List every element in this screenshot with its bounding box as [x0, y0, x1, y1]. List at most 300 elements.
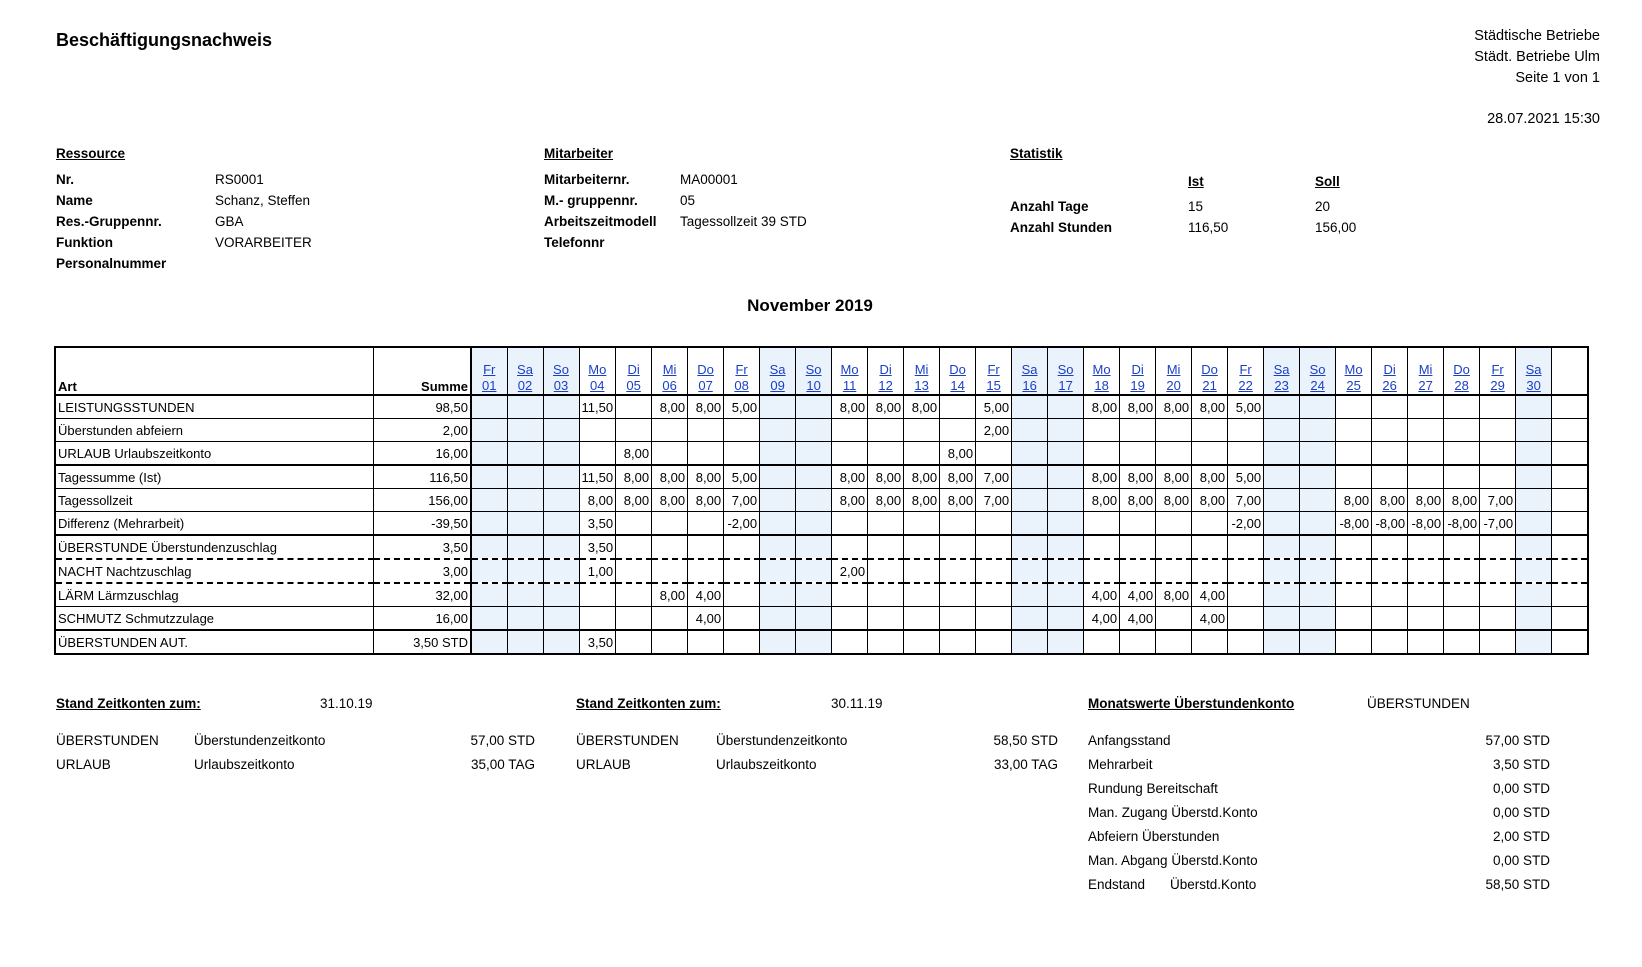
day-cell: [652, 419, 688, 442]
day-cell: [976, 607, 1012, 631]
trailing-cell: [1552, 419, 1588, 442]
table-row: [55, 442, 1588, 466]
mitarbeiter-heading: Mitarbeiter: [544, 146, 614, 161]
day-name: Di: [627, 362, 640, 377]
day-cell: 4,00: [688, 583, 724, 607]
day-cell: 8,00: [1084, 489, 1120, 512]
day-column-link[interactable]: [868, 347, 904, 395]
day-cell: [471, 512, 507, 536]
day-name: Mo: [1092, 362, 1111, 377]
day-cell: [1336, 535, 1372, 559]
day-number: 20: [1166, 378, 1181, 393]
anzahl-stunden-label: Anzahl Stunden: [1010, 220, 1112, 235]
day-column-link[interactable]: [1192, 347, 1228, 395]
day-cell: [1084, 559, 1120, 583]
day-cell: [940, 512, 976, 536]
day-name: Fr: [1491, 362, 1504, 377]
day-name: Do: [1201, 362, 1218, 377]
day-cell: 4,00: [1192, 607, 1228, 631]
day-cell: [1264, 607, 1300, 631]
day-cell: [904, 630, 940, 654]
day-cell: 4,00: [1084, 583, 1120, 607]
day-cell: [1228, 419, 1264, 442]
day-cell: [868, 630, 904, 654]
day-cell: [1480, 607, 1516, 631]
day-cell: 8,00: [652, 583, 688, 607]
day-cell: [1156, 442, 1192, 466]
day-cell: [976, 535, 1012, 559]
day-column-link[interactable]: [579, 347, 616, 395]
monatswert-value: 0,00 STD: [1492, 781, 1550, 796]
day-cell: 3,50: [579, 535, 616, 559]
day-cell: [1048, 583, 1084, 607]
anzahl-tage-label: Anzahl Tage: [1010, 199, 1089, 214]
day-name: Sa: [1525, 362, 1542, 377]
day-cell: [1048, 419, 1084, 442]
day-cell: [904, 607, 940, 631]
day-cell: [1372, 465, 1408, 489]
table-row: [55, 512, 1588, 536]
day-cell: [760, 395, 796, 419]
day-column-link[interactable]: [1120, 347, 1156, 395]
day-number: 29: [1490, 378, 1505, 393]
monatswert-value: 0,00 STD: [1492, 805, 1550, 820]
konto-value: 58,50 STD: [993, 733, 1058, 748]
day-cell: [1048, 489, 1084, 512]
day-cell: 8,00: [1156, 465, 1192, 489]
day-cell: 7,00: [724, 489, 760, 512]
day-name: Sa: [517, 362, 533, 377]
day-cell: [543, 559, 579, 583]
day-cell: [724, 630, 760, 654]
day-cell: 8,00: [1192, 465, 1228, 489]
row-label: Überstunden abfeiern: [55, 419, 373, 442]
day-cell: [1012, 583, 1048, 607]
day-cell: [868, 535, 904, 559]
day-cell: [1372, 559, 1408, 583]
day-column-link[interactable]: [1012, 347, 1048, 395]
day-name: Fr: [735, 362, 748, 377]
day-column-link[interactable]: [1372, 347, 1408, 395]
day-name: Di: [879, 362, 892, 377]
day-cell: [1444, 630, 1480, 654]
day-cell: 8,00: [688, 395, 724, 419]
day-cell: [724, 559, 760, 583]
trailing-cell: [1552, 630, 1588, 654]
day-cell: [1228, 442, 1264, 466]
day-cell: [1444, 442, 1480, 466]
day-cell: [760, 419, 796, 442]
day-cell: [1264, 465, 1300, 489]
day-cell: [1228, 535, 1264, 559]
day-cell: 8,00: [940, 442, 976, 466]
day-cell: [543, 630, 579, 654]
document-title: Beschäftigungsnachweis: [56, 30, 273, 50]
day-cell: 7,00: [976, 489, 1012, 512]
row-sum: 32,00: [373, 583, 471, 607]
day-cell: [868, 607, 904, 631]
day-cell: [1300, 583, 1336, 607]
monatswert-value: 57,00 STD: [1485, 733, 1550, 748]
day-number: 26: [1382, 378, 1397, 393]
day-cell: 11,50: [579, 395, 616, 419]
konto-name: Urlaubszeitkonto: [194, 757, 295, 772]
day-cell: [1408, 535, 1444, 559]
trailing-cell: [1552, 442, 1588, 466]
day-cell: 4,00: [688, 607, 724, 631]
company-name: Städtische Betriebe: [1474, 28, 1600, 44]
mitarbeiter-group-label: M.- gruppennr.: [544, 193, 638, 208]
day-column-link[interactable]: [832, 347, 868, 395]
day-cell: [1264, 489, 1300, 512]
day-cell: [1444, 395, 1480, 419]
day-cell: [1336, 607, 1372, 631]
day-cell: [507, 559, 543, 583]
day-cell: [1336, 465, 1372, 489]
day-number: 05: [626, 378, 641, 393]
day-name: Mi: [662, 362, 677, 377]
day-cell: [1192, 630, 1228, 654]
day-column-link[interactable]: [471, 347, 507, 395]
day-cell: [471, 419, 507, 442]
table-row: [55, 535, 1588, 559]
day-cell: [1192, 512, 1228, 536]
day-cell: [1012, 395, 1048, 419]
day-cell: 8,00: [1408, 489, 1444, 512]
day-cell: [1264, 512, 1300, 536]
day-cell: [471, 442, 507, 466]
day-cell: 8,00: [1192, 395, 1228, 419]
day-cell: 8,00: [652, 395, 688, 419]
day-cell: [688, 535, 724, 559]
day-cell: [1516, 489, 1552, 512]
day-cell: [832, 583, 868, 607]
day-cell: 2,00: [976, 419, 1012, 442]
day-cell: 7,00: [976, 465, 1012, 489]
ressource-nr: RS0001: [215, 172, 264, 187]
konto-value: 33,00 TAG: [993, 757, 1058, 772]
day-column-link[interactable]: [1408, 347, 1444, 395]
day-cell: [760, 535, 796, 559]
day-cell: [1480, 419, 1516, 442]
endstand-label: Endstand: [1088, 877, 1146, 892]
trailing-cell: [1552, 607, 1588, 631]
row-label: ÜBERSTUNDEN AUT.: [55, 630, 373, 654]
monatswert-value: 3,50 STD: [1492, 757, 1550, 772]
day-cell: [616, 395, 652, 419]
day-cell: [1372, 395, 1408, 419]
day-column-link[interactable]: [616, 347, 652, 395]
day-number: 25: [1346, 378, 1361, 393]
day-cell: [543, 395, 579, 419]
monatswert-label: Anfangsstand: [1088, 733, 1171, 748]
day-cell: [471, 630, 507, 654]
day-cell: [543, 442, 579, 466]
day-cell: [616, 535, 652, 559]
day-cell: [940, 535, 976, 559]
row-sum: 3,50: [373, 535, 471, 559]
day-name: So: [1309, 362, 1326, 377]
day-column-link[interactable]: [688, 347, 724, 395]
day-cell: [724, 419, 760, 442]
day-cell: [1264, 442, 1300, 466]
day-cell: 8,00: [616, 442, 652, 466]
row-label: Tagessumme (Ist): [55, 465, 373, 489]
day-cell: [1012, 512, 1048, 536]
day-column-link[interactable]: [1336, 347, 1372, 395]
day-column-link[interactable]: [652, 347, 688, 395]
day-column-link[interactable]: [1084, 347, 1120, 395]
column-header-art: Art: [55, 347, 373, 395]
day-cell: 8,00: [616, 489, 652, 512]
day-cell: 8,00: [688, 465, 724, 489]
day-cell: [1264, 559, 1300, 583]
day-cell: [616, 559, 652, 583]
day-cell: 2,00: [832, 559, 868, 583]
day-column-link[interactable]: [543, 347, 579, 395]
day-name: Di: [1131, 362, 1144, 377]
day-cell: [1048, 607, 1084, 631]
day-cell: [1336, 559, 1372, 583]
day-name: Do: [697, 362, 714, 377]
day-cell: [1048, 395, 1084, 419]
arbeitszeitmodell-label: Arbeitszeitmodell: [544, 214, 657, 229]
day-cell: [1372, 419, 1408, 442]
day-cell: 3,50: [579, 630, 616, 654]
day-cell: [1192, 442, 1228, 466]
day-cell: [1012, 535, 1048, 559]
day-number: 19: [1130, 378, 1145, 393]
monatswert-label: Mehrarbeit: [1088, 757, 1153, 772]
day-cell: [1408, 630, 1444, 654]
day-cell: -7,00: [1480, 512, 1516, 536]
day-cell: [507, 419, 543, 442]
row-label: SCHMUTZ Schmutzzulage: [55, 607, 373, 631]
day-column-link[interactable]: [1156, 347, 1192, 395]
day-cell: [1444, 607, 1480, 631]
day-cell: [1516, 442, 1552, 466]
day-cell: [760, 465, 796, 489]
monatswerte-heading: Monatswerte Überstundenkonto: [1088, 696, 1295, 711]
mitarbeiter-nr: MA00001: [680, 172, 738, 187]
day-cell: [796, 630, 832, 654]
day-cell: [1012, 419, 1048, 442]
day-cell: [507, 489, 543, 512]
table-row: [55, 489, 1588, 512]
day-column-link[interactable]: [1516, 347, 1552, 395]
day-cell: 8,00: [1336, 489, 1372, 512]
monatswert-value: 0,00 STD: [1492, 853, 1550, 868]
day-name: Sa: [1273, 362, 1290, 377]
day-number: 16: [1022, 378, 1037, 393]
day-cell: [1516, 630, 1552, 654]
day-column-link[interactable]: [1480, 347, 1516, 395]
day-name: Do: [1453, 362, 1470, 377]
day-cell: [1120, 559, 1156, 583]
day-cell: [760, 512, 796, 536]
day-column-link[interactable]: [760, 347, 796, 395]
day-column-link[interactable]: [904, 347, 940, 395]
day-cell: 8,00: [832, 465, 868, 489]
mitarbeiter-group: 05: [680, 193, 696, 208]
day-cell: [1156, 512, 1192, 536]
day-cell: 8,00: [868, 395, 904, 419]
day-cell: [1048, 442, 1084, 466]
day-number: 18: [1094, 378, 1109, 393]
telefon-label: Telefonnr: [544, 235, 605, 250]
table-row: [55, 419, 1588, 442]
day-cell: [1012, 442, 1048, 466]
day-cell: [652, 512, 688, 536]
row-sum: 16,00: [373, 607, 471, 631]
day-cell: [1444, 465, 1480, 489]
day-cell: 8,00: [904, 489, 940, 512]
day-cell: [1300, 535, 1336, 559]
statistik-soll-header: Soll: [1315, 174, 1340, 189]
monatswert-label: Rundung Bereitschaft: [1088, 781, 1218, 796]
trailing-cell: [1552, 535, 1588, 559]
day-cell: 8,00: [1372, 489, 1408, 512]
day-cell: [1372, 630, 1408, 654]
day-cell: 8,00: [616, 465, 652, 489]
day-cell: [1012, 607, 1048, 631]
day-column-link[interactable]: [507, 347, 543, 395]
monatswerte-account: ÜBERSTUNDEN: [1367, 696, 1470, 711]
day-cell: [507, 583, 543, 607]
day-cell: [1336, 583, 1372, 607]
day-cell: [868, 442, 904, 466]
day-cell: [1480, 630, 1516, 654]
day-cell: [868, 559, 904, 583]
day-cell: [1156, 419, 1192, 442]
day-cell: [1048, 630, 1084, 654]
day-cell: [652, 442, 688, 466]
konto-name: Überstundenzeitkonto: [194, 733, 326, 748]
day-number: 03: [553, 378, 569, 393]
day-cell: [507, 395, 543, 419]
day-cell: [579, 607, 616, 631]
day-cell: [1300, 395, 1336, 419]
row-label: LEISTUNGSSTUNDEN: [55, 395, 373, 419]
ressource-name: Schanz, Steffen: [215, 193, 311, 208]
day-cell: [471, 535, 507, 559]
day-cell: [796, 583, 832, 607]
day-cell: 8,00: [688, 489, 724, 512]
day-column-link[interactable]: [1300, 347, 1336, 395]
day-number: 06: [662, 378, 677, 393]
day-cell: [1516, 419, 1552, 442]
day-cell: [940, 559, 976, 583]
day-cell: [796, 512, 832, 536]
day-column-link[interactable]: [796, 347, 832, 395]
day-cell: [904, 535, 940, 559]
day-number: 09: [770, 378, 785, 393]
konto-code: ÜBERSTUNDEN: [576, 733, 679, 748]
day-number: 14: [950, 378, 965, 393]
day-cell: [507, 465, 543, 489]
day-cell: 4,00: [1120, 583, 1156, 607]
day-cell: [1444, 559, 1480, 583]
day-cell: [832, 512, 868, 536]
day-name: Mo: [840, 362, 859, 377]
day-cell: 8,00: [1084, 395, 1120, 419]
day-number: 13: [914, 378, 929, 393]
day-cell: [1516, 607, 1552, 631]
row-sum: 3,00: [373, 559, 471, 583]
day-cell: [1300, 419, 1336, 442]
day-cell: [796, 607, 832, 631]
day-name: So: [805, 362, 822, 377]
day-column-link[interactable]: [976, 347, 1012, 395]
day-cell: [1444, 583, 1480, 607]
day-cell: [1120, 535, 1156, 559]
day-cell: [471, 395, 507, 419]
day-cell: [868, 512, 904, 536]
anzahl-stunden-soll: 156,00: [1315, 220, 1357, 235]
monatswert-label: Man. Zugang Überstd.Konto: [1088, 805, 1258, 820]
day-cell: 8,00: [868, 465, 904, 489]
row-label: URLAUB Urlaubszeitkonto: [55, 442, 373, 466]
day-cell: [1084, 442, 1120, 466]
day-cell: 8,00: [940, 489, 976, 512]
monatswert-value: 2,00 STD: [1492, 829, 1550, 844]
day-cell: [724, 535, 760, 559]
day-cell: [471, 489, 507, 512]
day-cell: 8,00: [868, 489, 904, 512]
day-cell: [1264, 419, 1300, 442]
day-cell: [940, 419, 976, 442]
day-cell: [1516, 535, 1552, 559]
row-sum: 98,50: [373, 395, 471, 419]
day-cell: 8,00: [652, 465, 688, 489]
day-cell: -8,00: [1372, 512, 1408, 536]
day-cell: [1300, 442, 1336, 466]
day-number: 15: [986, 378, 1001, 393]
ressource-nr-label: Nr.: [56, 172, 75, 187]
day-cell: [1192, 559, 1228, 583]
day-cell: [1480, 535, 1516, 559]
konto-name: Urlaubszeitkonto: [716, 757, 817, 772]
day-cell: [724, 607, 760, 631]
zeitkonten-2-date: 30.11.19: [831, 696, 883, 711]
day-cell: [688, 512, 724, 536]
day-cell: [1120, 512, 1156, 536]
anzahl-tage-ist: 15: [1188, 199, 1204, 214]
day-name: So: [1057, 362, 1074, 377]
day-cell: [688, 630, 724, 654]
endstand-value: 58,50 STD: [1485, 877, 1550, 892]
day-column-link[interactable]: [1228, 347, 1264, 395]
day-cell: [543, 489, 579, 512]
day-column-link[interactable]: [940, 347, 976, 395]
day-column-link[interactable]: [724, 347, 760, 395]
row-label: LÄRM Lärmzuschlag: [55, 583, 373, 607]
day-column-link[interactable]: [1048, 347, 1084, 395]
day-cell: [1408, 607, 1444, 631]
day-cell: [616, 630, 652, 654]
day-cell: [1336, 419, 1372, 442]
day-column-link[interactable]: [1444, 347, 1480, 395]
month-title: November 2019: [747, 296, 873, 315]
day-column-link[interactable]: [1264, 347, 1300, 395]
day-cell: [976, 559, 1012, 583]
day-cell: [940, 395, 976, 419]
day-cell: [1120, 630, 1156, 654]
day-name: Sa: [769, 362, 786, 377]
day-cell: [976, 583, 1012, 607]
day-cell: [1192, 535, 1228, 559]
day-cell: 8,00: [1120, 489, 1156, 512]
